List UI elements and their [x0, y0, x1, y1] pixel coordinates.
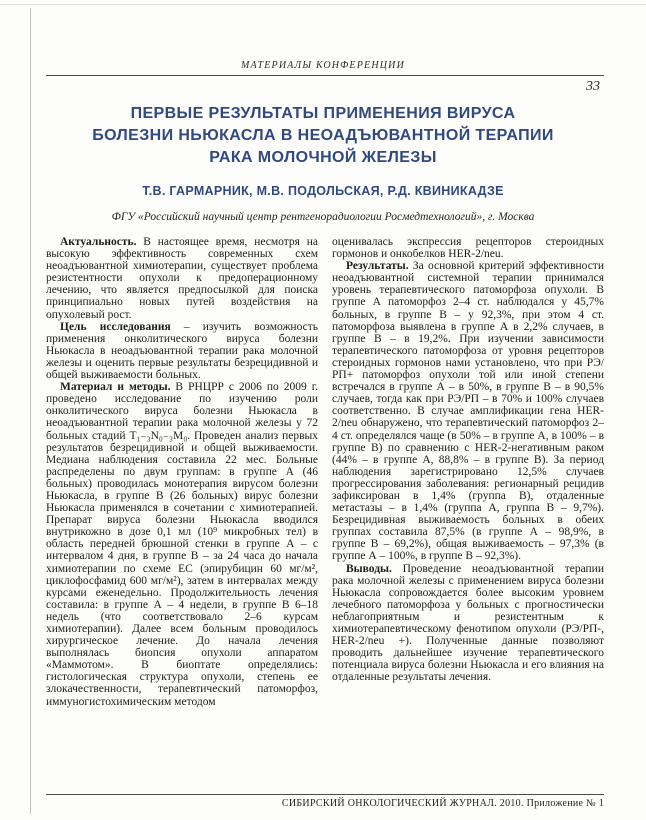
title-line-2: БОЛЕЗНИ НЬЮКАСЛА В НЕОАДЪЮВАНТНОЙ ТЕРАПИИ: [92, 127, 554, 144]
page-footer: [46, 794, 604, 809]
paragraph-text: – изучить возможность применения онколитического вируса болезни Ньюкасла в неоадъювантной терапии рака молочной железы и оценить первые результаты безрецидивной и общей выживаемости больных.: [46, 320, 318, 382]
authors-line: Т.В. ГАРМАРНИК, М.В. ПОДОЛЬСКАЯ, Р.Д. КВИНИКАДЗЕ: [142, 184, 504, 198]
footer-text: СИБИРСКИЙ ОНКОЛОГИЧЕСКИЙ ЖУРНАЛ. 2010. Приложение № 1: [281, 798, 604, 809]
paragraph-text: За основной критерий эффективности неоадъювантной системной терапии принимался уровень терапевтического патоморфоза опухоли. В группе А патоморфоз 2–4 ст. наблюдался у 45,7% больных, в группе В – у 92,3%, при этом 4 ст. патоморфоза выявлена в группе А в 2,2% случаев, в группе В – в 19,2%. При изучении зависимости терапевтического патоморфоза от уровня рецепторов стероидных гормонов нами установлено, что при РЭ/РП+ патоморфоз опухоли той или иной степени встречался в группе А – в 50%, в группе В – в 90,5% случаев, тогда как при РЭ/РП – в 70% и 100% случаев соответственно. В случае амплификации гена HER-2/neu обнаружено, что терапевтический патоморфоз 2–4 ст. определялся чаще (в 50% – в группе А, в 100% – в группе В) по сравнению с HER-2-негативным раком (44% – в группе А, 88,8% – в группе В). За период наблюдения зарегистрировано 12,5% случаев прогрессирования заболевания: регионарный рецидив зафиксирован в 1,4% (группа В), отдаленные метастазы – в 1,4% (группа А, группа В – 9,7%). Безрецидивная выживаемость больных в обеих группах составила 87,5% (в группе А – 98,9%, в группе В – 69,2%), общая выживаемость – 97,3% (в группе А – 100%, в группе В – 92,3%).: [332, 260, 604, 563]
title-line-3: РАКА МОЛОЧНОЙ ЖЕЛЕЗЫ: [209, 149, 437, 166]
body-columns: [46, 236, 604, 794]
column-left: [46, 236, 318, 794]
paragraph-aktualnost: [46, 236, 318, 321]
article-title: [30, 103, 616, 169]
paragraph-vyvody: [332, 563, 604, 684]
section-label: Цель исследования: [60, 320, 171, 333]
section-label: Актуальность.: [60, 236, 137, 248]
column-right: [332, 236, 604, 794]
scan-edge-top: [0, 4, 646, 5]
scan-edge-left: [30, 8, 31, 814]
paragraph-tsel: [46, 321, 318, 381]
affiliation-line: ФГУ «Российский научный центр рентгенорадиологии Росмедтехнологий», г. Москва: [111, 211, 535, 223]
paragraph-text: В настоящее время, несмотря на высокую эффективность современных схем неоадъювантной химиотерапии, существует проблема резистентности опухоли к предоперационному лечению, что является предпосылкой для поиска принципиально новых путей воздействия на опухолевый рост.: [46, 236, 318, 321]
page-number: 33: [586, 79, 600, 94]
paragraph-material-metody: [46, 381, 318, 708]
paragraph-continuation: [332, 236, 604, 260]
paragraph-rezultaty: [332, 260, 604, 562]
header-rule: [46, 75, 604, 76]
paragraph-text: оценивалась экспрессия рецепторов стероидных гормонов и онкобелков HER-2/neu.: [332, 236, 604, 261]
running-head: МАТЕРИАЛЫ КОНФЕРЕНЦИИ: [240, 60, 406, 71]
title-line-1: ПЕРВЫЕ РЕЗУЛЬТАТЫ ПРИМЕНЕНИЯ ВИРУСА: [130, 105, 516, 122]
paragraph-text: Проведение неоадъювантной терапии рака молочной железы с применением вируса болезни Ньюкасла сопровождается более высоким уровнем лечебного патоморфоза у больных с прогностически неблагоприятным и резистентным к химиотерапевтическому фенотипом опухоли (РЭ/РП-, HER-2/neu +). Полученные данные позволяют проводить дальнейшее изучение терапевтического потенциала вируса болезни Ньюкасла и его влияния на отдаленные результаты лечения.: [332, 562, 604, 684]
section-label: Результаты.: [346, 260, 409, 273]
footer-rule: [46, 794, 604, 795]
paragraph-text: В РНЦРР с 2006 по 2009 г. проведено исследование по изучению роли онколитического вируса болезни Ньюкасла в неоадъювантной терапии рака молочной железы у 72 больных стадий T₁₋₃N₀₋₃M₀. Проведен анализ первых результатов безрецидивной и общей выживаемости. Медиана наблюдения составила 22 мес. Больные распределены по двум группам: в группе А (46 больных) проводилась монотерапия вирусом болезни Ньюкасла, в группе В (26 больных) вирус болезни Ньюкасла применялся в сочетании с химиотерапией. Препарат вируса болезни Ньюкасла вводился внутрикожно в дозе 0,1 мл (10⁹ микробных тел) в область передней брюшной стенки в группе А – с интервалом 4 дня, в группе В – за 24 часа до начала химиотерапии по схеме ЕС (эпирубицин 60 мг/м², циклофосфамид 600 мг/м²), затем в интервалах между курсами еженедельно. Продолжительность лечения составила: в группе А – 4 недели, в группе В 6–18 недель (что соответствовало 2–6 курсам химиотерапии). Далее всем больным проводилось хирургическое лечение. До начала лечения выполнялась биопсия опухоли аппаратом «Маммотом». В биоптате определялись: гистологическая структура опухоли, степень ее злокачественности, терапевтический патоморфоз, иммуногистохимическим методом: [46, 381, 318, 708]
section-label: Материал и методы.: [60, 381, 171, 394]
section-label: Выводы.: [346, 562, 392, 575]
